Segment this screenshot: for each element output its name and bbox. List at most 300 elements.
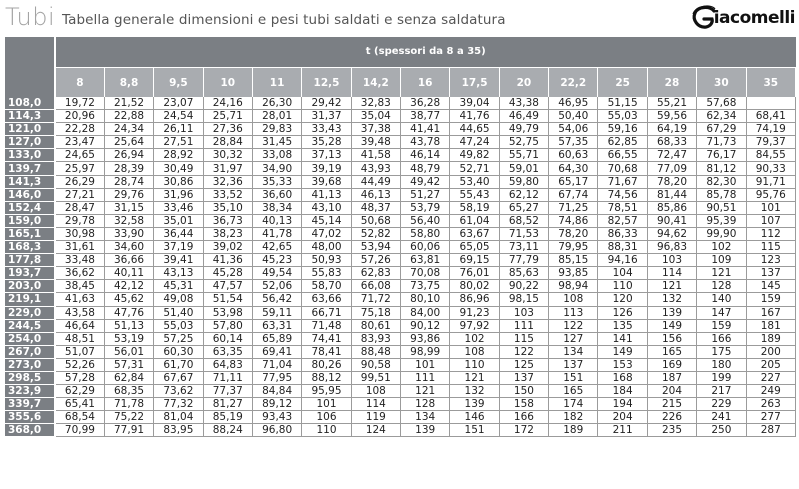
weight-cell: 57,28 — [55, 371, 104, 384]
weight-cell: 25,64 — [104, 136, 153, 149]
weight-cell: 175 — [697, 345, 746, 358]
weight-cell: 106 — [302, 411, 351, 424]
weight-cell: 26,94 — [104, 149, 153, 162]
weight-cell: 27,21 — [55, 188, 104, 201]
weight-cell: 112 — [746, 227, 795, 240]
outer-diameter-cell: 177,8 — [5, 254, 55, 267]
weight-cell: 95,95 — [302, 385, 351, 398]
weight-cell: 27,51 — [154, 136, 203, 149]
weight-cell: 139 — [647, 306, 696, 319]
weight-cell: 98,94 — [549, 280, 598, 293]
weight-cell: 71,73 — [697, 136, 746, 149]
weight-cell: 22,88 — [104, 110, 153, 123]
weight-cell: 169 — [647, 358, 696, 371]
weight-cell: 97,92 — [450, 319, 499, 332]
weight-cell: 93,43 — [252, 411, 301, 424]
weight-cell: 151 — [549, 371, 598, 384]
page-subtitle: Tabella generale dimensioni e pesi tubi saldati e senza saldatura — [62, 12, 506, 28]
weight-cell: 102 — [697, 241, 746, 254]
weight-cell: 90,22 — [499, 280, 548, 293]
weight-cell: 67,29 — [697, 123, 746, 136]
table-row — [5, 332, 796, 345]
table-row — [5, 424, 796, 437]
weight-cell: 55,43 — [450, 188, 499, 201]
table-row — [5, 293, 796, 306]
weight-cell: 33,90 — [104, 227, 153, 240]
weight-cell: 85,19 — [203, 411, 252, 424]
weight-cell: 132 — [450, 385, 499, 398]
group-header-row — [5, 37, 796, 68]
weight-cell: 62,12 — [499, 188, 548, 201]
weight-cell: 110 — [598, 280, 647, 293]
weight-cell: 85,86 — [647, 201, 696, 214]
thickness-header-row — [5, 68, 796, 98]
thickness-header: 9,5 — [154, 68, 203, 98]
weight-cell: 114 — [647, 267, 696, 280]
weight-cell: 77,37 — [203, 385, 252, 398]
weight-cell: 77,09 — [647, 162, 696, 175]
weight-cell: 204 — [647, 385, 696, 398]
weight-cell: 52,75 — [499, 136, 548, 149]
table-row — [5, 306, 796, 319]
table-row — [5, 162, 796, 175]
weight-cell: 73,75 — [401, 280, 450, 293]
weight-cell: 85,78 — [697, 188, 746, 201]
outer-diameter-cell: 254,0 — [5, 332, 55, 345]
weight-cell: 65,89 — [252, 332, 301, 345]
weight-cell: 49,08 — [154, 293, 203, 306]
outer-diameter-cell: 368,0 — [5, 424, 55, 437]
table-row — [5, 319, 796, 332]
weight-cell: 28,47 — [55, 201, 104, 214]
weight-cell: 28,84 — [203, 136, 252, 149]
weight-cell: 229 — [697, 398, 746, 411]
weight-cell: 62,29 — [55, 385, 104, 398]
weight-cell: 63,31 — [252, 319, 301, 332]
table-row — [5, 110, 796, 123]
weight-cell: 37,13 — [302, 149, 351, 162]
weight-cell: 59,16 — [598, 123, 647, 136]
weight-cell: 57,35 — [549, 136, 598, 149]
table-row — [5, 398, 796, 411]
weight-cell: 44,49 — [351, 175, 400, 188]
weight-cell: 93,85 — [549, 267, 598, 280]
weight-cell: 22,28 — [55, 123, 104, 136]
thickness-header: 14,2 — [351, 68, 400, 98]
weight-cell: 52,06 — [252, 280, 301, 293]
weight-cell: 263 — [746, 398, 795, 411]
weight-cell: 28,01 — [252, 110, 301, 123]
weight-cell: 47,76 — [104, 306, 153, 319]
weight-cell: 81,04 — [154, 411, 203, 424]
weight-cell: 52,71 — [450, 162, 499, 175]
weight-cell: 174 — [549, 398, 598, 411]
weight-cell: 57,31 — [104, 358, 153, 371]
outer-diameter-cell: 298,5 — [5, 371, 55, 384]
weight-cell: 31,61 — [55, 241, 104, 254]
weight-cell: 249 — [746, 385, 795, 398]
weight-cell: 91,23 — [450, 306, 499, 319]
weight-cell: 215 — [647, 398, 696, 411]
weight-cell: 189 — [746, 332, 795, 345]
weight-cell: 41,78 — [252, 227, 301, 240]
weight-cell: 139 — [401, 424, 450, 437]
weight-cell: 132 — [647, 293, 696, 306]
weight-cell: 78,41 — [302, 345, 351, 358]
weight-cell: 277 — [746, 411, 795, 424]
weight-cell: 39,19 — [302, 162, 351, 175]
weight-cell: 32,58 — [104, 214, 153, 227]
weight-cell: 69,41 — [252, 345, 301, 358]
weight-cell: 86,96 — [450, 293, 499, 306]
table-row — [5, 188, 796, 201]
outer-diameter-cell: 139,7 — [5, 162, 55, 175]
table-row — [5, 411, 796, 424]
weight-cell: 122 — [499, 345, 548, 358]
weight-cell: 53,79 — [401, 201, 450, 214]
weight-cell: 45,31 — [154, 280, 203, 293]
weight-cell: 46,13 — [351, 188, 400, 201]
weight-cell: 70,99 — [55, 424, 104, 437]
table-row — [5, 136, 796, 149]
weight-cell: 39,48 — [351, 136, 400, 149]
table-row — [5, 97, 796, 110]
table-row — [5, 254, 796, 267]
brand-logo — [690, 5, 795, 31]
weight-cell: 32,83 — [351, 97, 400, 110]
weight-cell: 98,99 — [401, 345, 450, 358]
weight-cell: 45,14 — [302, 214, 351, 227]
weight-cell: 90,33 — [746, 162, 795, 175]
weight-cell: 165 — [549, 385, 598, 398]
weight-cell: 235 — [647, 424, 696, 437]
weight-cell: 226 — [647, 411, 696, 424]
weight-cell: 128 — [401, 398, 450, 411]
weight-cell: 71,48 — [302, 319, 351, 332]
weight-cell: 64,30 — [549, 162, 598, 175]
weight-cell: 53,19 — [104, 332, 153, 345]
weight-cell: 127 — [549, 332, 598, 345]
weight-cell: 63,35 — [203, 345, 252, 358]
weight-cell: 30,98 — [55, 227, 104, 240]
weight-cell: 121 — [697, 267, 746, 280]
weight-cell: 241 — [697, 411, 746, 424]
weight-cell: 108 — [549, 293, 598, 306]
weight-cell: 90,58 — [351, 358, 400, 371]
weight-cell: 29,42 — [302, 97, 351, 110]
weight-cell: 43,38 — [499, 97, 548, 110]
weight-cell: 35,10 — [203, 201, 252, 214]
weight-cell: 47,57 — [203, 280, 252, 293]
weight-cell: 46,14 — [401, 149, 450, 162]
table-body — [5, 97, 796, 437]
weight-cell: 149 — [647, 319, 696, 332]
weight-cell: 55,03 — [154, 319, 203, 332]
weight-cell: 52,82 — [351, 227, 400, 240]
weight-cell: 43,58 — [55, 306, 104, 319]
weight-cell: 84,55 — [746, 149, 795, 162]
weight-cell: 39,41 — [154, 254, 203, 267]
weight-cell: 43,13 — [154, 267, 203, 280]
weight-cell: 96,83 — [647, 241, 696, 254]
weight-cell: 59,56 — [647, 110, 696, 123]
weight-cell: 71,04 — [252, 358, 301, 371]
weight-cell: 60,14 — [203, 332, 252, 345]
weight-cell: 53,40 — [450, 175, 499, 188]
weight-cell: 58,80 — [401, 227, 450, 240]
weight-cell: 59,01 — [499, 162, 548, 175]
weight-cell: 68,33 — [647, 136, 696, 149]
weight-cell: 47,24 — [450, 136, 499, 149]
weight-cell: 66,71 — [302, 306, 351, 319]
thickness-header: 11 — [252, 68, 301, 98]
weight-cell: 36,66 — [104, 254, 153, 267]
weight-cell: 88,12 — [302, 371, 351, 384]
table-row — [5, 214, 796, 227]
weight-cell: 74,41 — [302, 332, 351, 345]
page-title: Tubi — [5, 3, 56, 31]
weight-cell: 29,78 — [55, 214, 104, 227]
weight-cell: 40,13 — [252, 214, 301, 227]
outer-diameter-cell: 203,0 — [5, 280, 55, 293]
weight-cell: 114 — [351, 398, 400, 411]
weight-cell: 42,12 — [104, 280, 153, 293]
weight-cell: 149 — [598, 345, 647, 358]
weight-cell: 77,91 — [104, 424, 153, 437]
table-row — [5, 385, 796, 398]
weight-cell: 63,66 — [302, 293, 351, 306]
weight-cell: 165 — [647, 345, 696, 358]
weight-cell: 65,27 — [499, 201, 548, 214]
weight-cell: 189 — [549, 424, 598, 437]
outer-diameter-cell: 127,0 — [5, 136, 55, 149]
weight-cell: 24,54 — [154, 110, 203, 123]
weight-cell: 172 — [499, 424, 548, 437]
weight-cell: 102 — [450, 332, 499, 345]
weight-cell: 68,35 — [104, 385, 153, 398]
weight-cell: 36,73 — [203, 214, 252, 227]
weight-cell: 74,56 — [598, 188, 647, 201]
weight-cell: 43,93 — [351, 162, 400, 175]
weight-cell: 49,42 — [401, 175, 450, 188]
weight-cell: 166 — [697, 332, 746, 345]
thickness-group-header: t (spessori da 8 a 35) — [55, 37, 796, 68]
weight-cell: 108 — [450, 345, 499, 358]
weight-cell: 199 — [697, 371, 746, 384]
weight-cell: 71,53 — [499, 227, 548, 240]
weight-cell: 29,76 — [104, 188, 153, 201]
weight-cell: 77,32 — [154, 398, 203, 411]
weight-cell: 137 — [499, 371, 548, 384]
weight-cell: 49,79 — [499, 123, 548, 136]
weight-cell: 33,46 — [154, 201, 203, 214]
weight-cell: 108 — [351, 385, 400, 398]
weight-cell: 159 — [697, 319, 746, 332]
weight-cell: 41,36 — [203, 254, 252, 267]
weight-cell: 70,68 — [598, 162, 647, 175]
weight-cell: 104 — [598, 267, 647, 280]
weight-cell: 187 — [647, 371, 696, 384]
weight-cell: 28,92 — [154, 149, 203, 162]
outer-diameter-cell: 229,0 — [5, 306, 55, 319]
outer-diameter-cell: 323,9 — [5, 385, 55, 398]
weight-cell: 51,54 — [203, 293, 252, 306]
weight-cell: 167 — [746, 306, 795, 319]
weight-cell: 146 — [450, 411, 499, 424]
weight-cell: 122 — [549, 319, 598, 332]
weight-cell: 67,74 — [549, 188, 598, 201]
weight-cell: 96,80 — [252, 424, 301, 437]
weight-cell: 62,83 — [351, 267, 400, 280]
weight-cell: 113 — [549, 306, 598, 319]
weight-cell: 99,90 — [697, 227, 746, 240]
weight-cell: 65,41 — [55, 398, 104, 411]
weight-cell: 20,96 — [55, 110, 104, 123]
weight-cell: 82,30 — [697, 175, 746, 188]
weight-cell: 98,15 — [499, 293, 548, 306]
weight-cell: 35,28 — [302, 136, 351, 149]
weight-cell: 33,43 — [302, 123, 351, 136]
weight-cell: 36,62 — [55, 267, 104, 280]
weight-cell: 71,78 — [104, 398, 153, 411]
weight-cell: 126 — [598, 306, 647, 319]
weight-cell: 59,80 — [499, 175, 548, 188]
weight-cell: 43,10 — [302, 201, 351, 214]
outer-diameter-cell: 219,1 — [5, 293, 55, 306]
weight-cell: 250 — [697, 424, 746, 437]
weight-cell: 31,15 — [104, 201, 153, 214]
weight-cell: 28,39 — [104, 162, 153, 175]
weight-cell: 111 — [401, 371, 450, 384]
thickness-header: 16 — [401, 68, 450, 98]
weight-cell: 227 — [746, 371, 795, 384]
weight-cell: 150 — [499, 385, 548, 398]
weight-cell: 61,04 — [450, 214, 499, 227]
outer-diameter-cell: 339,7 — [5, 398, 55, 411]
weight-cell: 31,45 — [252, 136, 301, 149]
weight-cell: 51,13 — [104, 319, 153, 332]
weight-cell: 33,08 — [252, 149, 301, 162]
weight-cell: 45,23 — [252, 254, 301, 267]
outer-diameter-cell: 121,0 — [5, 123, 55, 136]
weight-cell: 88,24 — [203, 424, 252, 437]
weight-cell: 21,52 — [104, 97, 153, 110]
weight-cell: 53,94 — [351, 241, 400, 254]
weight-cell: 121 — [647, 280, 696, 293]
weight-cell: 211 — [598, 424, 647, 437]
weight-cell: 71,11 — [203, 371, 252, 384]
weight-cell: 23,47 — [55, 136, 104, 149]
weight-cell: 217 — [697, 385, 746, 398]
weight-cell: 62,84 — [104, 371, 153, 384]
weight-cell: 68,54 — [55, 411, 104, 424]
weight-cell: 90,41 — [647, 214, 696, 227]
weight-cell: 156 — [647, 332, 696, 345]
weight-cell: 66,55 — [598, 149, 647, 162]
weight-cell: 205 — [746, 358, 795, 371]
weight-cell: 134 — [401, 411, 450, 424]
weight-cell: 45,28 — [203, 267, 252, 280]
thickness-header: 35 — [746, 68, 795, 98]
weight-cell: 30,86 — [154, 175, 203, 188]
table-row — [5, 175, 796, 188]
weight-cell: 74,19 — [746, 123, 795, 136]
weight-cell: 26,30 — [252, 97, 301, 110]
weight-cell: 158 — [499, 398, 548, 411]
weight-cell: 184 — [598, 385, 647, 398]
weight-cell: 58,19 — [450, 201, 499, 214]
weight-cell: 194 — [598, 398, 647, 411]
weight-cell: 33,48 — [55, 254, 104, 267]
weight-cell: 182 — [549, 411, 598, 424]
weight-cell: 60,06 — [401, 241, 450, 254]
thickness-header: 8,8 — [104, 68, 153, 98]
weight-cell: 43,78 — [401, 136, 450, 149]
weight-cell: 55,83 — [302, 267, 351, 280]
weight-cell: 81,12 — [697, 162, 746, 175]
weight-cell: 56,01 — [104, 345, 153, 358]
weight-cell: 28,74 — [104, 175, 153, 188]
weight-cell: 80,10 — [401, 293, 450, 306]
weight-cell: 67,67 — [154, 371, 203, 384]
outer-diameter-cell: 133,0 — [5, 149, 55, 162]
weight-cell: 41,63 — [55, 293, 104, 306]
weight-cell: 80,61 — [351, 319, 400, 332]
weight-cell: 77,95 — [252, 371, 301, 384]
outer-diameter-cell: 146,0 — [5, 188, 55, 201]
weight-cell: 71,67 — [598, 175, 647, 188]
weight-cell: 90,12 — [401, 319, 450, 332]
weight-cell: 101 — [401, 358, 450, 371]
weight-cell: 153 — [598, 358, 647, 371]
weight-cell: 41,58 — [351, 149, 400, 162]
outer-diameter-cell: 108,0 — [5, 97, 55, 110]
weight-cell: 58,70 — [302, 280, 351, 293]
weight-cell: 121 — [401, 385, 450, 398]
weight-cell: 51,07 — [55, 345, 104, 358]
table-row — [5, 280, 796, 293]
weight-cell: 72,47 — [647, 149, 696, 162]
weight-cell: 103 — [647, 254, 696, 267]
weight-cell: 95,76 — [746, 188, 795, 201]
weight-cell: 89,12 — [252, 398, 301, 411]
weight-cell: 23,07 — [154, 97, 203, 110]
table-row — [5, 345, 796, 358]
outer-diameter-cell: 273,0 — [5, 358, 55, 371]
weight-cell: 48,51 — [55, 332, 104, 345]
weight-cell — [746, 97, 795, 110]
weight-cell: 60,30 — [154, 345, 203, 358]
weight-cell: 65,05 — [450, 241, 499, 254]
weight-cell: 24,16 — [203, 97, 252, 110]
weight-cell: 51,27 — [401, 188, 450, 201]
outer-diameter-cell: 114,3 — [5, 110, 55, 123]
weight-cell: 79,37 — [746, 136, 795, 149]
weight-cell: 64,83 — [203, 358, 252, 371]
weight-cell: 73,11 — [499, 241, 548, 254]
weight-cell: 65,17 — [549, 175, 598, 188]
weight-cell: 88,31 — [598, 241, 647, 254]
weight-cell: 25,97 — [55, 162, 104, 175]
weight-cell: 55,03 — [598, 110, 647, 123]
weight-cell: 200 — [746, 345, 795, 358]
weight-cell: 31,37 — [302, 110, 351, 123]
weight-cell: 41,13 — [302, 188, 351, 201]
outer-diameter-cell: 267,0 — [5, 345, 55, 358]
weight-cell: 95,39 — [697, 214, 746, 227]
weight-cell: 76,17 — [697, 149, 746, 162]
weight-cell: 34,60 — [104, 241, 153, 254]
